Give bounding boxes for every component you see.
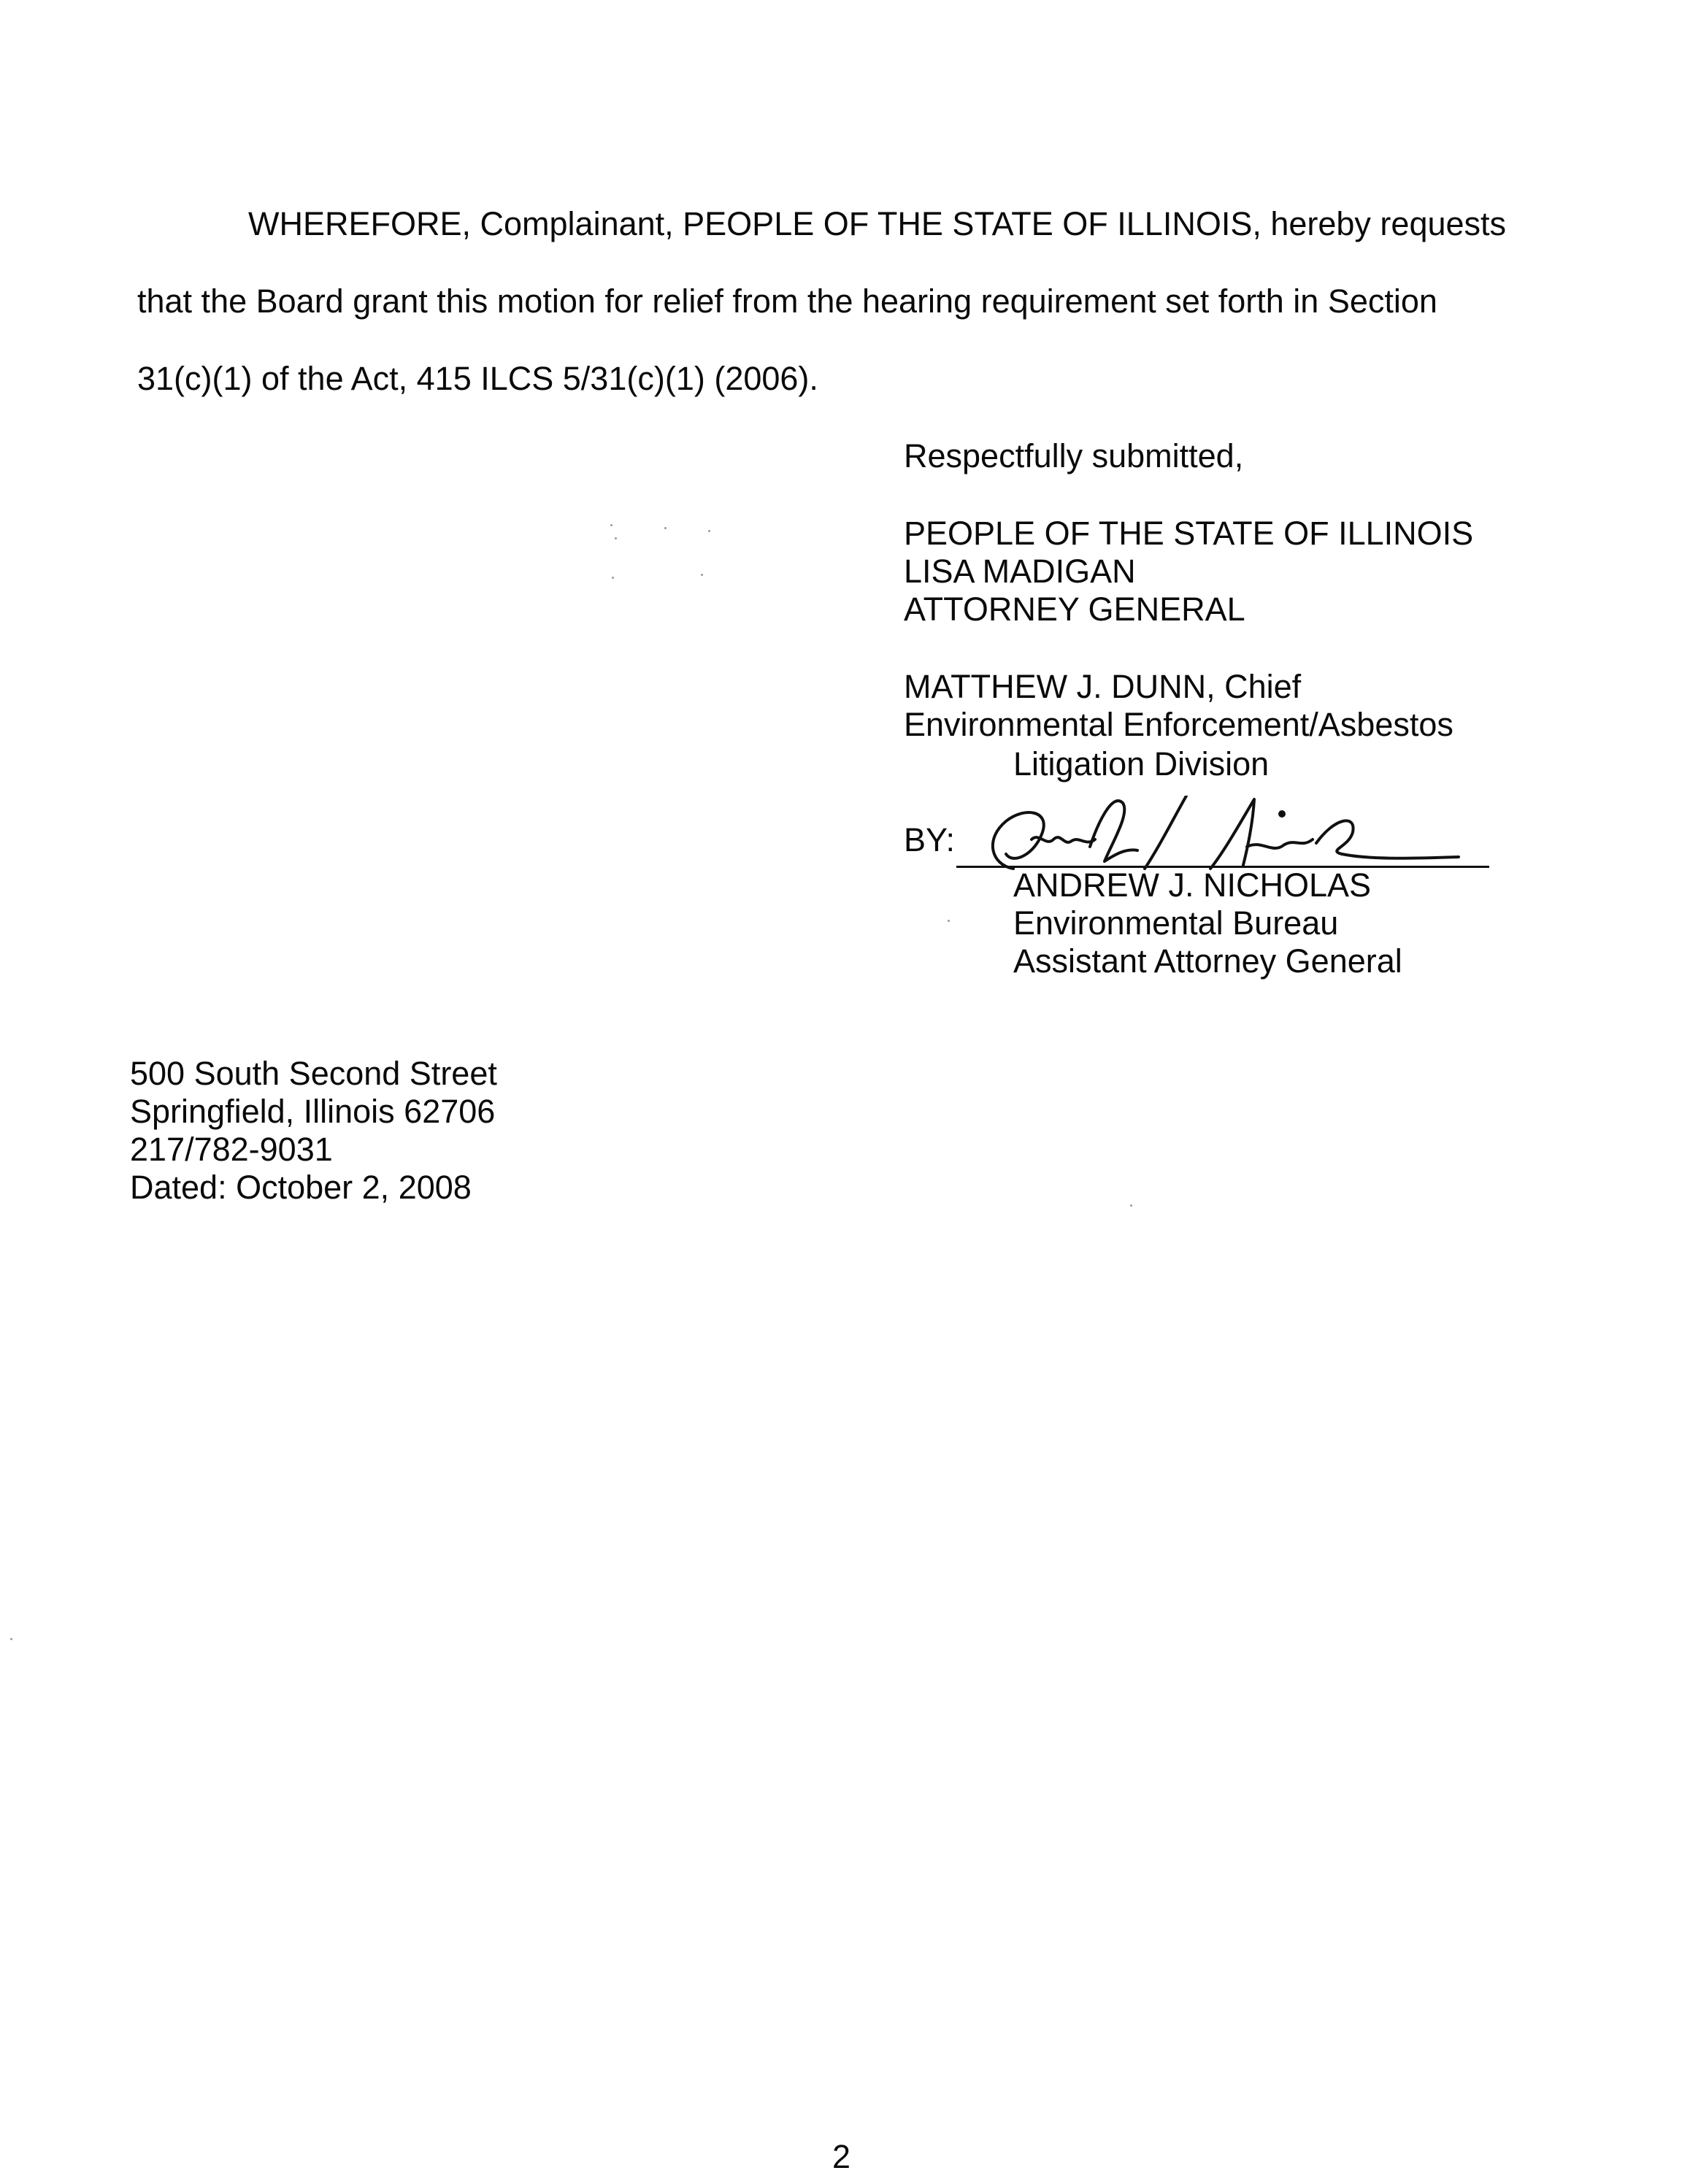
by-label: BY: [904, 821, 956, 858]
paragraph-line-3: 31(c)(1) of the Act, 415 ILCS 5/31(c)(1) (2006). [137, 360, 818, 397]
address-line-3: 217/782-9031 [130, 1131, 333, 1168]
chief-line-3: Litigation Division [1013, 745, 1270, 783]
scan-speck [1130, 1204, 1132, 1207]
signer-line-3: Assistant Attorney General [1013, 942, 1402, 980]
handwritten-signature [904, 796, 1488, 876]
respectfully-submitted: Respectfully submitted, [904, 437, 1244, 474]
address-line-2: Springfield, Illinois 62706 [130, 1093, 496, 1130]
paragraph-line-2: that the Board grant this motion for relief from the hearing requirement set forth in Section [137, 282, 1437, 320]
signer-line-1: ANDREW J. NICHOLAS [1013, 866, 1372, 904]
scan-speck [610, 524, 612, 526]
party-line-3: ATTORNEY GENERAL [904, 591, 1245, 628]
chief-line-1: MATTHEW J. DUNN, Chief [904, 668, 1302, 705]
signer-line-2: Environmental Bureau [1013, 904, 1339, 942]
scan-speck [664, 527, 667, 529]
chief-line-2: Environmental Enforcement/Asbestos [904, 706, 1453, 743]
page-number: 2 [832, 2138, 851, 2175]
scan-speck [701, 574, 703, 576]
address-line-1: 500 South Second Street [130, 1055, 497, 1092]
party-line-2: LISA MADIGAN [904, 553, 1136, 590]
scan-speck [615, 537, 617, 539]
scan-speck [948, 920, 950, 922]
scan-speck [612, 577, 614, 579]
scan-speck [10, 1638, 12, 1640]
scan-speck [708, 530, 710, 532]
party-line-1: PEOPLE OF THE STATE OF ILLINOIS [904, 515, 1474, 552]
paragraph-line-1: WHEREFORE, Complainant, PEOPLE OF THE STATE OF ILLINOIS, hereby requests [248, 205, 1507, 242]
address-line-4: Dated: October 2, 2008 [130, 1169, 472, 1206]
